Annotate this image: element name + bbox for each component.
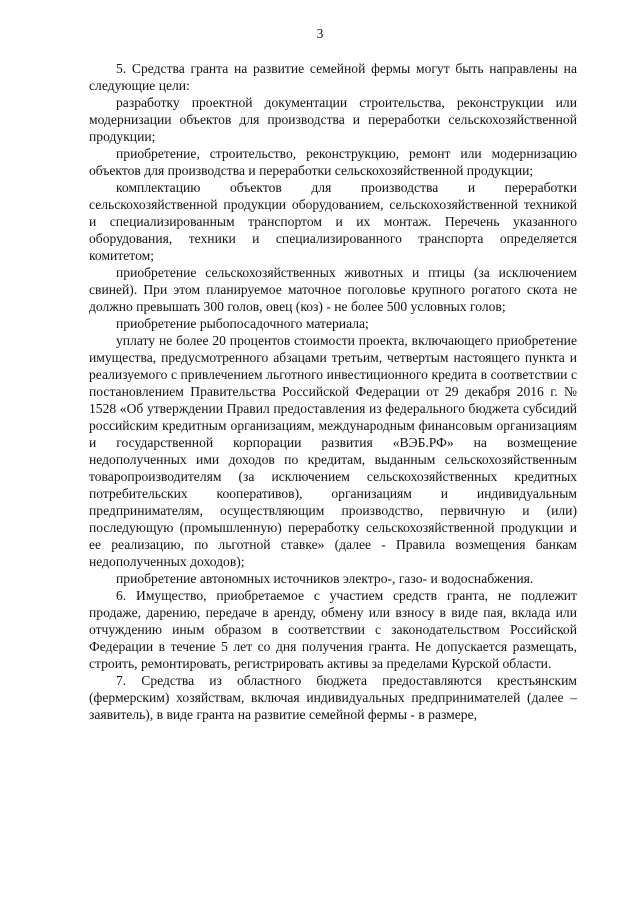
list-item-fish-stock: приобретение рыбопосадочного материала; (116, 316, 369, 331)
paragraph-5-intro: 5. Средства гранта на развитие семейной фермы могут быть направлены на следующие цели: (89, 61, 577, 93)
document-body (89, 60, 577, 723)
list-item-autonomous-sources: приобретение автономных источников электро-, газо- и водоснабжения. (116, 571, 534, 586)
list-item-project-cost: уплату не более 20 процентов стоимости проекта, включающего приобретение имущества, предусмотренного абзацами третьим, четвертым настоящего пункта и реализуемого с привлечением льготного инвестиционного кредита в соответствии с постановлением Правительства Российской Федерации от 29 декабря 2016 г. № 1528 «Об утверждении Правил предоставления из федерального бюджета субсидий российским кредитным организациям, международным финансовым организациям и государственной корпорации развития «ВЭБ.РФ» на возмещение недополученных ими доходов по кредитам, выданным сельскохозяйственным товаропроизводителям (за исключением сельскохозяйственных кредитных потребительских кооперативов), организациям и индивидуальным предпринимателям, осуществляющим производство, первичную и (или) последующую (промышленную) переработку сельскохозяйственной продукции и ее реализацию, по льготной ставке» (далее - Правила возмещения банкам недополученных доходов); (89, 333, 577, 569)
paragraph-7: 7. Средства из областного бюджета предоставляются крестьянским (фермерским) хозяйствам, включая индивидуальных предпринимателей (далее – заявитель), в виде гранта на развитие семейной фермы - в размере, (89, 673, 577, 722)
list-item-equipment: комплектацию объектов для производства и переработки сельскохозяйственной продукции оборудованием, сельскохозяйственной техникой и специализированным транспортом и их монтаж. Перечень указанного оборудования, техники и специализированного транспорта определяется комитетом; (89, 180, 577, 263)
paragraph-6: 6. Имущество, приобретаемое с участием средств гранта, не подлежит продаже, дарению, передаче в аренду, обмену или взносу в виде пая, вклада или отчуждению иным образом в соответствии с законодательством Российской Федерации в течение 5 лет со дня получения гранта. Не допускается размещать, строить, ремонтировать, регистрировать активы за пределами Курской области. (89, 588, 577, 671)
list-item-project-documentation: разработку проектной документации строительства, реконструкции или модернизации объектов для производства и переработки сельскохозяйственной продукции; (89, 95, 577, 144)
list-item-livestock: приобретение сельскохозяйственных животных и птицы (за исключением свиней). При этом планируемое маточное поголовье крупного рогатого скота не должно превышать 300 голов, овец (коз) - не более 500 условных голов; (89, 265, 577, 314)
page-number: 3 (316, 26, 324, 41)
list-item-construction: приобретение, строительство, реконструкцию, ремонт или модернизацию объектов для производства и переработки сельскохозяйственной продукции; (89, 146, 577, 178)
